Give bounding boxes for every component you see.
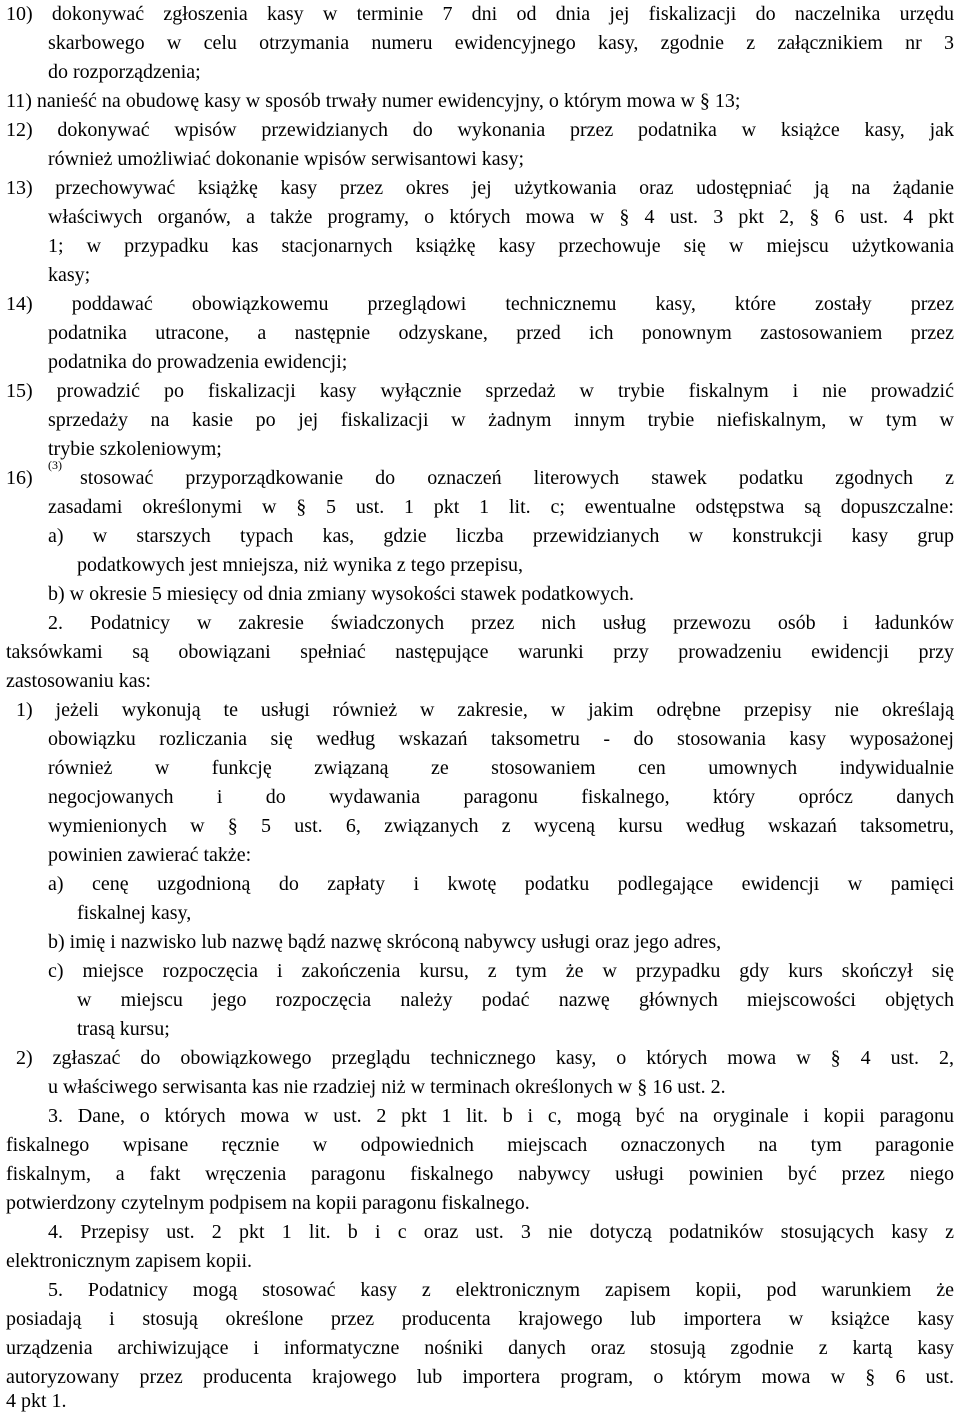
text-line: 10) dokonywać zgłoszenia kasy w terminie 7 dni od dnia jej fiskalizacji do naczelnika urzędu	[6, 3, 954, 25]
footnote-marker: (3)	[48, 458, 62, 472]
text-line: zastosowaniu kas:	[6, 670, 151, 692]
text-line: również umożliwiać dokonanie wpisów serwisantowi kasy;	[48, 148, 525, 170]
text-line: a) cenę uzgodnioną do zapłaty i kwotę podatku podlegające ewidencji w pamięci	[48, 873, 954, 895]
text-line: wymienionych w § 5 ust. 6, związanych z wyceną kursu według wskazań taksometru,	[48, 815, 954, 837]
text-line: taksówkami są obowiązani spełniać następujące warunki przy prowadzeniu ewidencji przy	[6, 641, 954, 663]
text-line: potwierdzony czytelnym podpisem na kopii paragonu fiskalnego.	[6, 1192, 530, 1214]
text-line: podatnika do prowadzenia ewidencji;	[48, 351, 348, 373]
text-line: fiskalnego wpisane ręcznie w odpowiednich miejscach oznaczonych na tym paragonie	[6, 1134, 954, 1156]
text-line: do rozporządzenia;	[48, 61, 201, 83]
text-line: 5. Podatnicy mogą stosować kasy z elektronicznym zapisem kopii, pod warunkiem że	[48, 1279, 954, 1301]
text-line: właściwych organów, a także programy, o których mowa w § 4 ust. 3 pkt 2, § 6 ust. 4 pkt	[48, 206, 954, 228]
text-line: autoryzowany przez producenta krajowego lub importera program, o którym mowa w § 6 ust.	[6, 1366, 954, 1388]
text-line: 2) zgłaszać do obowiązkowego przeglądu technicznego kasy, o których mowa w § 4 ust. 2,	[16, 1047, 954, 1069]
text-line: 1) jeżeli wykonują te usługi również w zakresie, w jakim odrębne przepisy nie określają	[16, 699, 954, 721]
text-line: b) imię i nazwisko lub nazwę bądź nazwę skróconą nabywcy usługi oraz jego adres,	[48, 931, 722, 953]
list-number: 16)	[6, 467, 33, 489]
text-line: 14) poddawać obowiązkowemu przeglądowi technicznemu kasy, które zostały przez	[6, 293, 954, 315]
text-line: sprzedaży na kasie po jej fiskalizacji w żadnym innym trybie niefiskalnym, w tym w	[48, 409, 954, 431]
text-line: kasy;	[48, 264, 91, 286]
text-line: zasadami określonymi w § 5 ust. 1 pkt 1 lit. c; ewentualne odstępstwa są dopuszczalne:	[48, 496, 954, 518]
text-line: obowiązku rozliczania się według wskazań taksometru - do stosowania kasy wyposażonej	[48, 728, 954, 750]
text-line: również w funkcję związaną ze stosowaniem cen umownych indywidualnie	[48, 757, 954, 779]
text-line: podatnika utracone, a następnie odzyskane, przed ich ponownym zastosowaniem przez	[48, 322, 954, 344]
text-line: podatkowych jest mniejsza, niż wynika z tego przepisu,	[77, 554, 523, 576]
text-line: 2. Podatnicy w zakresie świadczonych przez nich usług przewozu osób i ładunków	[48, 612, 954, 634]
text-line: fiskalnej kasy,	[77, 902, 192, 924]
text-line: c) miejsce rozpoczęcia i zakończenia kursu, z tym że w przypadku gdy kurs skończył się	[48, 960, 954, 982]
text-line: 3. Dane, o których mowa w ust. 2 pkt 1 lit. b i c, mogą być na oryginale i kopii paragonu	[48, 1105, 954, 1127]
text-line: elektronicznym zapisem kopii.	[6, 1250, 253, 1272]
text-line: b) w okresie 5 miesięcy od dnia zmiany wysokości stawek podatkowych.	[48, 583, 634, 605]
text-line: 11) nanieść na obudowę kasy w sposób trwały numer ewidencyjny, o którym mowa w § 13;	[6, 90, 741, 112]
text-line: stosować przyporządkowanie do oznaczeń literowych stawek podatku zgodnych z	[80, 467, 954, 489]
text-line: trasą kursu;	[77, 1018, 170, 1040]
text-line: posiadają i stosują określone przez producenta krajowego lub importera w książce kasy	[6, 1308, 954, 1330]
text-line: fiskalnym, a fakt wręczenia paragonu fiskalnego nabywcy usługi powinien być przez niego	[6, 1163, 954, 1185]
text-line: skarbowego w celu otrzymania numeru ewidencyjnego kasy, zgodnie z załącznikiem nr 3	[48, 32, 954, 54]
text-line: 13) przechowywać książkę kasy przez okres jej użytkowania oraz udostępniać ją na żądanie	[6, 177, 954, 199]
text-line: trybie szkoleniowym;	[48, 438, 222, 460]
text-line: a) w starszych typach kas, gdzie liczba przewidzianych w konstrukcji kasy grup	[48, 525, 954, 547]
text-line: urządzenia archiwizujące i informatyczne nośniki danych oraz stosują zgodnie z kartą kasy	[6, 1337, 954, 1359]
text-line: negocjowanych i do wydawania paragonu fiskalnego, który oprócz danych	[48, 786, 954, 808]
text-line: u właściwego serwisanta kas nie rzadziej niż w terminach określonych w § 16 ust. 2.	[48, 1076, 726, 1098]
text-line: 15) prowadzić po fiskalizacji kasy wyłącznie sprzedaż w trybie fiskalnym i nie prowadzić	[6, 380, 954, 402]
text-line: 4. Przepisy ust. 2 pkt 1 lit. b i c oraz ust. 3 nie dotyczą podatników stosujących kasy z	[48, 1221, 954, 1243]
text-line: w miejscu jego rozpoczęcia należy podać nazwę głównych miejscowości objętych	[77, 989, 954, 1011]
text-line: 1; w przypadku kas stacjonarnych książkę kasy przechowuje się w miejscu użytkowania	[48, 235, 954, 257]
text-line: 4 pkt 1.	[6, 1390, 67, 1412]
text-line: 12) dokonywać wpisów przewidzianych do wykonania przez podatnika w książce kasy, jak	[6, 119, 954, 141]
text-line: powinien zawierać także:	[48, 844, 252, 866]
